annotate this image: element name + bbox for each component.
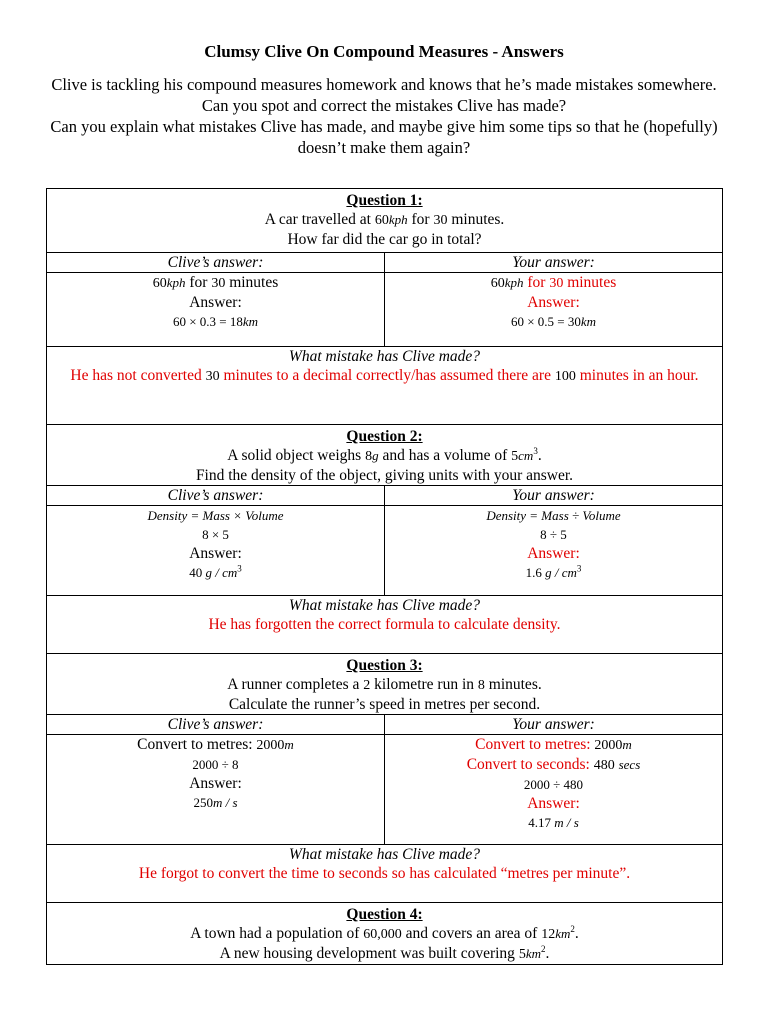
your-answer-label: Your answer:	[385, 715, 723, 735]
question-1-answers-row	[47, 273, 723, 347]
intro-line-1: Clive is tackling his compound measures homework and knows that he’s made mistakes somewhere.	[51, 75, 717, 94]
question-1-text-line-2: How far did the car go in total?	[287, 231, 482, 248]
answer-labels-row	[47, 253, 723, 273]
your-q2-answer-label: Answer:	[527, 545, 580, 562]
your-q3-convert-seconds: Convert to seconds: 480 secs	[466, 756, 641, 773]
clive-q2-formula: Density = Mass × Volume	[147, 508, 284, 523]
question-2-cell	[47, 425, 723, 486]
clive-answer-q2	[47, 506, 385, 596]
mistake-text-q1: He has not converted 30 minutes to a decimal correctly/has assumed there are 100 minutes in an hour.	[70, 367, 699, 384]
question-3-answers-row	[47, 735, 723, 845]
your-q2-calc: 8 ÷ 5	[540, 527, 567, 542]
your-q1-given: 60kph for 30 minutes	[490, 274, 617, 291]
your-answer-label: Your answer:	[385, 253, 723, 273]
question-2-title: Question 2:	[346, 428, 423, 445]
question-3-cell	[47, 654, 723, 715]
clive-answer-label: Clive’s answer:	[47, 486, 385, 506]
mistake-label-q2: What mistake has Clive made?	[288, 597, 481, 614]
clive-q2-result: 40 g / $cm^3$	[189, 563, 242, 580]
question-2-mistake-row	[47, 596, 723, 654]
your-answer-q2	[385, 506, 723, 596]
question-1-row	[47, 189, 723, 253]
mistake-label-q3: What mistake has Clive made?	[288, 846, 481, 863]
clive-q3-calc: 2000 ÷ 8	[192, 757, 239, 772]
clive-q1-given: 60kph for 30 minutes	[152, 274, 279, 291]
clive-answer-label: Clive’s answer:	[47, 715, 385, 735]
question-2-text-line-1: A solid object weighs 8g and has a volume of $5cm^3$.	[227, 445, 542, 464]
clive-answer-q1	[47, 273, 385, 347]
clive-q3-result: 250m / s	[193, 795, 238, 810]
clive-answer-q3	[47, 735, 385, 845]
clive-answer-label: Clive’s answer:	[47, 253, 385, 273]
question-3-title: Question 3:	[346, 657, 423, 674]
your-q3-result: 4.17 m / s	[528, 815, 579, 830]
clive-q2-calc: 8 × 5	[202, 527, 229, 542]
clive-q3-answer-label: Answer:	[189, 775, 242, 792]
your-q3-answer-label: Answer:	[527, 795, 580, 812]
your-answer-label: Your answer:	[385, 486, 723, 506]
your-q2-result: 1.6 g / $cm^3$	[525, 563, 582, 580]
question-1-mistake-row	[47, 347, 723, 425]
mistake-text-q3: He forgot to convert the time to seconds so has calculated “metres per minute”.	[138, 865, 631, 882]
intro-line-3: Can you explain what mistakes Clive has made, and maybe give him some tips so that he (hopefully) doesn’t make them again?	[50, 117, 718, 157]
question-4-text-line-2: A new housing development was built covering $5km^2$.	[219, 943, 550, 962]
questions-table	[46, 188, 723, 965]
answer-labels-row	[47, 486, 723, 506]
your-answer-q3	[385, 735, 723, 845]
question-3-mistake-row	[47, 845, 723, 903]
question-3-text-line-1: A runner completes a 2 kilometre run in 8 minutes.	[227, 676, 542, 693]
clive-q3-convert: Convert to metres: 2000m	[137, 736, 294, 753]
clive-q2-answer-label: Answer:	[189, 545, 242, 562]
question-4-text-line-1: A town had a population of 60,000 and covers an area of $12km^2$.	[190, 923, 579, 942]
intro-text	[40, 74, 728, 158]
mistake-label-q1: What mistake has Clive made?	[288, 348, 481, 365]
question-2-text-line-2: Find the density of the object, giving units with your answer.	[195, 467, 574, 484]
question-3-text-line-2: Calculate the runner’s speed in metres per second.	[228, 696, 541, 713]
question-1-cell	[47, 189, 723, 253]
question-2-mistake-cell	[47, 596, 723, 654]
clive-q1-calc: 60 × 0.3 = 18km	[172, 314, 259, 329]
your-q3-calc: 2000 ÷ 480	[523, 777, 584, 792]
your-q1-answer-label: Answer:	[527, 294, 580, 311]
answer-labels-row	[47, 715, 723, 735]
question-1-mistake-cell	[47, 347, 723, 425]
question-2-row	[47, 425, 723, 486]
mistake-text-q2: He has forgotten the correct formula to calculate density.	[208, 616, 561, 633]
question-3-mistake-cell	[47, 845, 723, 903]
clive-q1-answer-label: Answer:	[189, 294, 242, 311]
question-2-answers-row	[47, 506, 723, 596]
question-1-text-line-1: A car travelled at 60kph for 30 minutes.	[264, 211, 505, 228]
question-4-title: Question 4:	[346, 906, 423, 923]
your-q3-convert-metres: Convert to metres: 2000m	[475, 736, 632, 753]
question-1-title: Question 1:	[346, 192, 423, 209]
your-answer-q1	[385, 273, 723, 347]
question-4-row	[47, 903, 723, 965]
question-3-row	[47, 654, 723, 715]
question-4-cell	[47, 903, 723, 965]
intro-line-2: Can you spot and correct the mistakes Clive has made?	[201, 96, 567, 115]
page-title: Clumsy Clive On Compound Measures - Answers	[204, 42, 564, 61]
your-q1-calc: 60 × 0.5 = 30km	[510, 314, 597, 329]
your-q2-formula: Density = Mass ÷ Volume	[486, 508, 621, 523]
